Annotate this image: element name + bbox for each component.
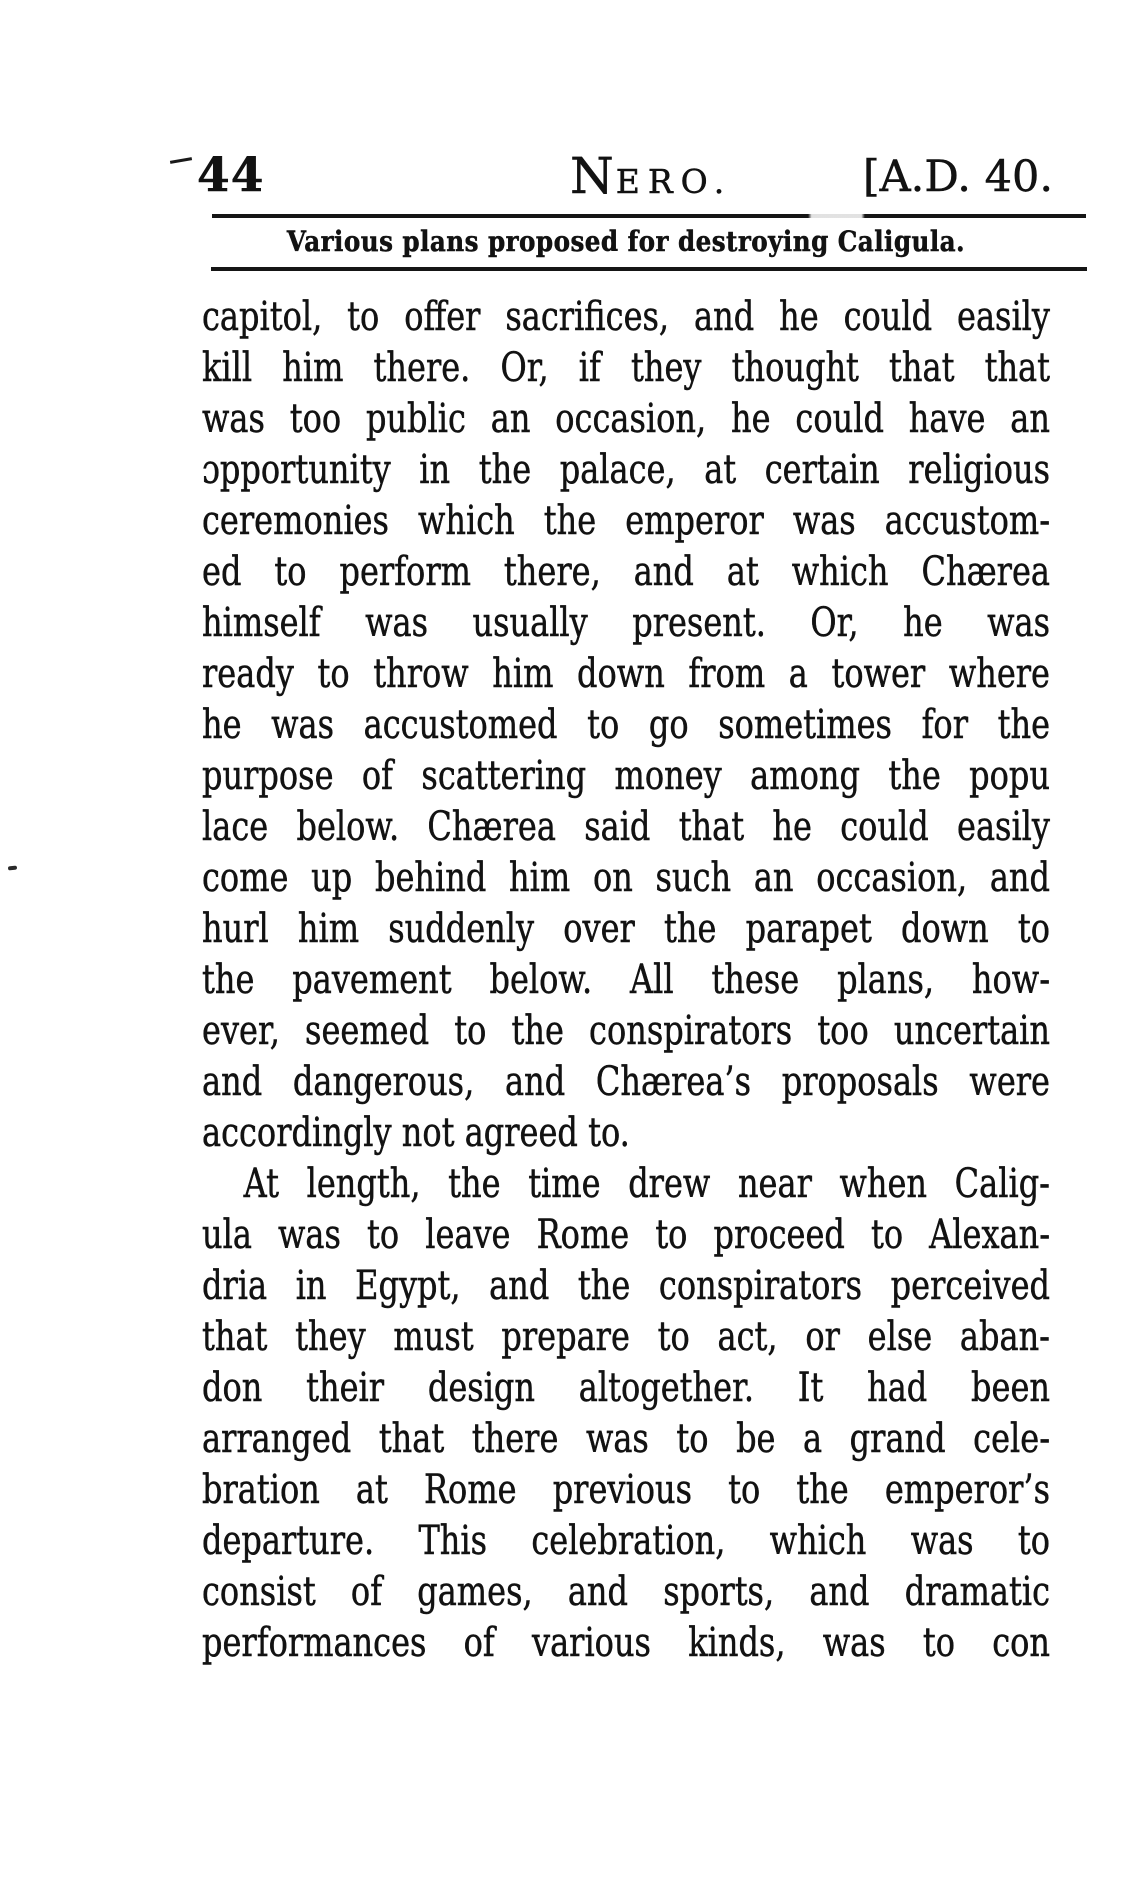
text-line: the pavement below. All these plans, how- [202,957,1050,1003]
text-line: departure. This celebration, which was to [202,1518,1050,1564]
page-number: 44 [197,148,265,203]
margin-speck [8,866,17,871]
text-line: he was accustomed to go sometimes for the [202,702,1050,748]
running-title-initial: N [570,147,616,205]
text-line: kill him there. Or, if they thought that that [202,345,1050,391]
text-line: lace below. Chærea said that he could easily [202,804,1050,850]
text-line: ed to perform there, and at which Chærea [202,549,1050,595]
text-line: himself was usually present. Or, he was [202,600,1050,646]
text-line: was too public an occasion, he could have an [202,396,1050,442]
text-line: come up behind him on such an occasion, and [202,855,1050,901]
text-line: bration at Rome previous to the emperor’s [202,1467,1050,1513]
text-line: ready to throw him down from a tower where [202,651,1050,697]
section-heading: Various plans proposed for destroying Caligula. [286,225,966,258]
running-title-small-caps: ERO. [615,162,733,201]
text-line: ula was to leave Rome to proceed to Alexan- [202,1212,1050,1258]
text-line: and dangerous, and Chærea’s proposals were [202,1059,1050,1105]
text-line: dria in Egypt, and the conspirators perceived [202,1263,1050,1309]
text-line: capitol, to offer sacrifices, and he could easily [202,294,1050,340]
text-line: that they must prepare to act, or else aban- [202,1314,1050,1360]
header-rule-bottom [211,267,1087,271]
body-text [202,292,1050,1669]
text-line: purpose of scattering money among the popu [202,753,1050,799]
margin-tick-mark [170,157,192,164]
text-line: accordingly not agreed to. [202,1110,630,1156]
text-line: consist of games, and sports, and dramatic [202,1569,1050,1615]
text-line: hurl him suddenly over the parapet down to [202,906,1050,952]
header-rule-top [212,214,1086,218]
text-line: ceremonies which the emperor was accustom- [202,498,1050,544]
text-line: ɔpportunity in the palace, at certain religious [202,447,1050,493]
text-line: ever, seemed to the conspirators too uncertain [202,1008,1050,1054]
text-line: don their design altogether. It had been [202,1365,1050,1411]
text-line: arranged that there was to be a grand cele- [202,1416,1050,1462]
running-title [570,147,732,205]
text-line: At length, the time drew near when Calig- [243,1161,1051,1207]
date-header: [A.D. 40. [862,152,1053,202]
text-line: performances of various kinds, was to con [202,1620,1050,1666]
